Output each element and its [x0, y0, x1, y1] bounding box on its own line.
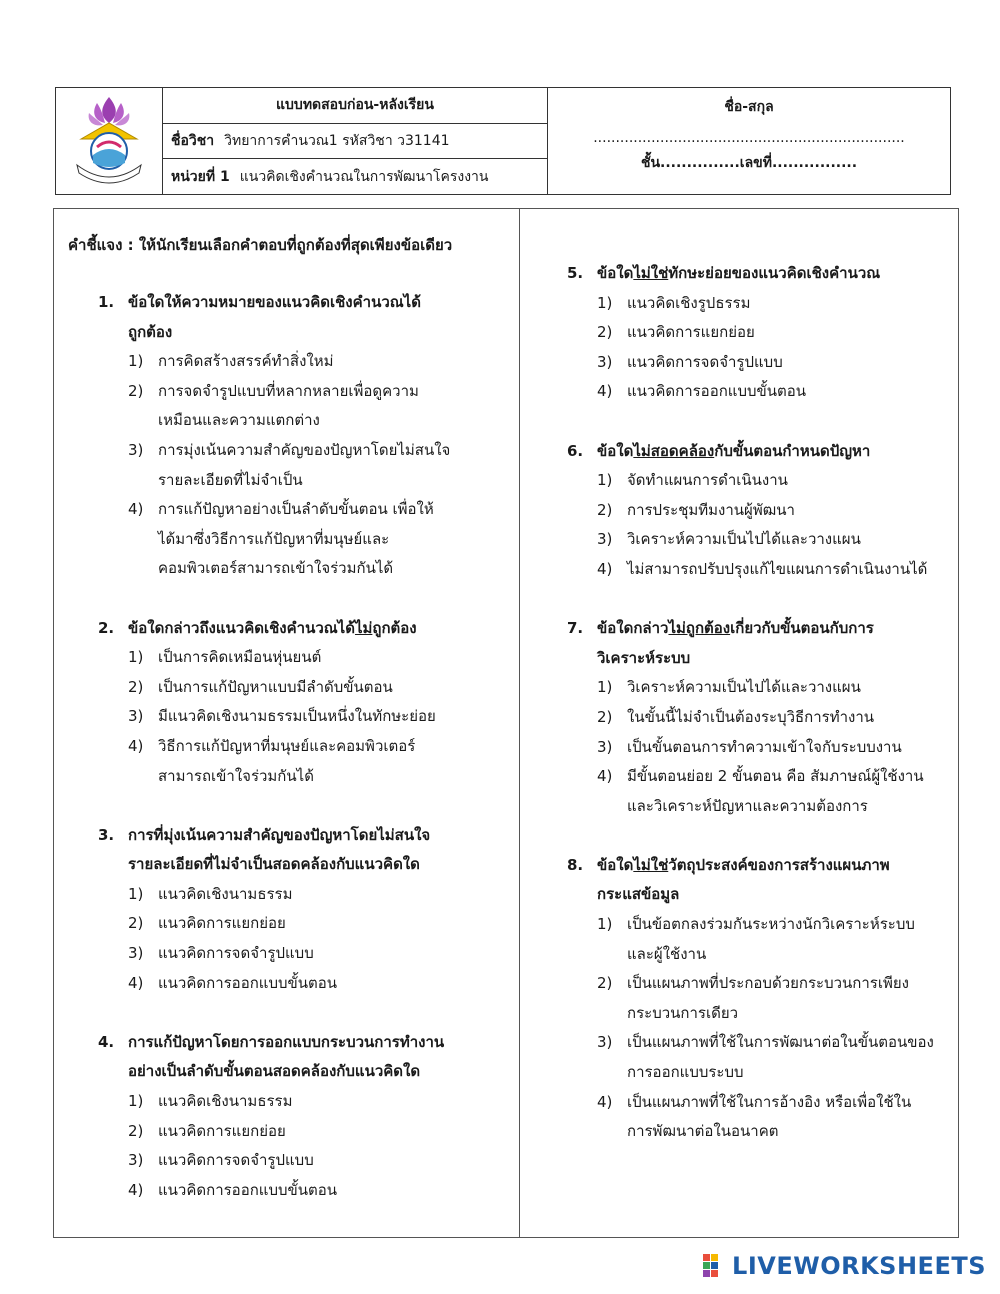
option-line: การออกแบบระบบ — [627, 1063, 744, 1082]
option-line: เหมือนและความแตกต่าง — [158, 411, 320, 430]
option-list — [597, 673, 957, 821]
question-number: 8. — [567, 855, 584, 874]
question-text-part: ข้อใดกล่าว — [597, 619, 669, 638]
option-line: แนวคิดการออกแบบขั้นตอน — [158, 1180, 338, 1199]
option-line: แนวคิดเชิงนามธรรม — [158, 884, 293, 903]
option-line: แนวคิดการแยกย่อย — [627, 323, 755, 342]
option-line: กระบวนการเดียว — [627, 1003, 739, 1022]
name-field[interactable]: ...................................................................... — [593, 130, 905, 146]
question-line: การที่มุ่งเน้นความสำคัญของปัญหาโดยไม่สนใจ — [128, 825, 431, 844]
spacer — [567, 407, 957, 437]
option-number: 3) — [128, 440, 144, 459]
question-5 — [567, 259, 957, 407]
option-text — [627, 348, 783, 378]
subject-label: ชื่อวิชา — [171, 133, 215, 149]
option-text — [627, 466, 788, 496]
question-number: 5. — [567, 264, 584, 282]
question-number: 6. — [567, 441, 584, 460]
option-text — [627, 762, 924, 821]
question-line — [597, 851, 890, 881]
unit-value: แนวคิดเชิงคำนวณในการพัฒนาโครงงาน — [239, 168, 489, 185]
option-line: แนวคิดเชิงนามธรรม — [158, 1092, 293, 1111]
question-text-part: ข้อใด — [597, 855, 634, 874]
answer-option[interactable] — [128, 347, 508, 377]
question-title — [98, 288, 508, 347]
option-number: 2) — [597, 500, 613, 519]
option-text — [627, 318, 755, 348]
option-number: 1) — [128, 352, 144, 371]
question-line: กระแสข้อมูล — [597, 885, 680, 904]
option-line: รายละเอียดที่ไม่จำเป็น — [158, 470, 303, 489]
question-text-part: กับขั้นตอนกำหนดปัญหา — [714, 441, 871, 460]
question-emphasis: ไม่ถูกต้อง — [668, 619, 731, 638]
answer-option[interactable] — [597, 1088, 957, 1147]
question-text-part: ข้อใด — [597, 441, 634, 460]
option-line: การพัฒนาต่อในอนาคต — [627, 1122, 779, 1141]
question-text — [597, 851, 890, 910]
option-text — [158, 495, 434, 584]
answer-option[interactable] — [128, 673, 508, 703]
option-number: 2) — [597, 707, 613, 726]
option-line: แนวคิดการจดจำรูปแบบ — [158, 944, 314, 963]
answer-option[interactable] — [128, 643, 508, 673]
option-line: แนวคิดการจดจำรูปแบบ — [627, 352, 783, 371]
header-middle — [163, 88, 548, 194]
question-text — [597, 437, 870, 467]
test-title: แบบทดสอบก่อน-หลังเรียน — [276, 97, 434, 114]
option-number: 3) — [597, 530, 613, 549]
question-title — [567, 437, 957, 467]
option-list — [128, 880, 508, 998]
header-table — [55, 87, 951, 195]
answer-option[interactable] — [128, 880, 508, 910]
option-number: 3) — [128, 707, 144, 726]
question-number: 2. — [98, 618, 115, 637]
question-7 — [567, 614, 957, 821]
option-text — [158, 969, 337, 999]
option-list — [597, 466, 957, 584]
option-line: ในขั้นนี้ไม่จำเป็นต้องระบุวิธีการทำงาน — [627, 707, 875, 726]
option-line: แนวคิดการแยกย่อย — [158, 914, 286, 933]
option-text — [158, 673, 393, 703]
answer-option[interactable] — [128, 1117, 508, 1147]
option-text — [627, 1028, 934, 1087]
unit-row — [163, 158, 547, 194]
option-list — [128, 1087, 508, 1205]
option-line: สามารถเข้าใจร่วมกันได้ — [158, 766, 314, 785]
answer-option[interactable] — [597, 555, 957, 585]
question-1 — [98, 288, 508, 584]
answer-option[interactable] — [128, 939, 508, 969]
question-text-part: ทักษะย่อยของแนวคิดเชิงคำนวณ — [668, 264, 881, 282]
option-number: 3) — [597, 737, 613, 756]
answer-option[interactable] — [128, 732, 508, 791]
answer-option[interactable] — [128, 1087, 508, 1117]
question-line: ถูกต้อง — [128, 322, 173, 341]
option-line: ได้มาซึ่งวิธีการแก้ปัญหาที่มนุษย์และ — [158, 529, 390, 548]
class-field[interactable]: ชั้น...............เลขที่................ — [640, 155, 858, 171]
option-text — [158, 1146, 314, 1176]
question-text — [597, 614, 874, 673]
option-list — [597, 910, 957, 1147]
question-title — [567, 614, 957, 673]
question-emphasis: ไม่ใช่ — [633, 855, 669, 874]
name-label: ชื่อ-สกุล — [724, 99, 774, 115]
subject-value: วิทยาการคำนวณ1 รหัสวิชา ว31141 — [224, 133, 450, 149]
answer-option[interactable] — [128, 377, 508, 436]
answer-option[interactable] — [597, 377, 957, 407]
option-text — [158, 377, 419, 436]
option-line: การมุ่งเน้นความสำคัญของปัญหาโดยไม่สนใจ — [158, 440, 451, 459]
option-text — [158, 436, 450, 495]
subject-row — [163, 123, 547, 159]
option-number: 4) — [128, 973, 144, 992]
option-text — [158, 702, 436, 732]
question-6 — [567, 437, 957, 585]
question-line: วิเคราะห์ระบบ — [597, 648, 691, 667]
question-text — [128, 288, 421, 347]
question-emphasis: ไม่สอดคล้อง — [633, 441, 715, 460]
question-line — [128, 614, 417, 644]
option-text — [158, 1087, 292, 1117]
option-line: เป็นแผนภาพที่ใช้ในการอ้างอิง หรือเพื่อใช้ใน — [627, 1092, 912, 1111]
answer-option[interactable] — [597, 466, 957, 496]
spacer — [567, 821, 957, 851]
option-line: แนวคิดเชิงรูปธรรม — [627, 293, 751, 312]
option-text — [627, 703, 874, 733]
option-list — [128, 643, 508, 791]
option-line: วิเคราะห์ความเป็นไปได้และวางแผน — [627, 530, 861, 549]
option-number: 3) — [128, 944, 144, 963]
option-line: แนวคิดการแยกย่อย — [158, 1121, 286, 1140]
question-line: การแก้ปัญหาโดยการออกแบบกระบวนการทำงาน — [128, 1032, 445, 1051]
question-line: ข้อใดให้ความหมายของแนวคิดเชิงคำนวณได้ — [128, 293, 421, 311]
option-text — [627, 289, 751, 319]
question-text-part: วัตถุประสงค์ของการสร้างแผนภาพ — [668, 855, 890, 874]
answer-option[interactable] — [128, 909, 508, 939]
option-number: 4) — [128, 736, 144, 755]
option-line: วิเคราะห์ความเป็นไปได้และวางแผน — [627, 678, 861, 697]
option-text — [627, 1088, 911, 1147]
question-line — [597, 437, 870, 467]
option-line: เป็นการแก้ปัญหาแบบมีลำดับขั้นตอน — [158, 677, 393, 696]
option-text — [627, 673, 861, 703]
option-text — [158, 643, 321, 673]
option-line: การประชุมทีมงานผู้พัฒนา — [627, 500, 795, 519]
question-text — [128, 614, 417, 644]
option-number: 2) — [128, 381, 144, 400]
question-title — [98, 614, 508, 644]
answer-option[interactable] — [597, 673, 957, 703]
option-number: 1) — [597, 293, 613, 312]
option-list — [128, 347, 508, 584]
option-number: 4) — [128, 500, 144, 519]
brand-logo — [702, 1252, 986, 1280]
question-title — [98, 1028, 508, 1087]
option-text — [158, 347, 334, 377]
question-text — [597, 259, 880, 289]
option-text — [627, 910, 915, 969]
spacer — [98, 584, 508, 614]
question-number: 1. — [98, 293, 115, 311]
question-text-part: ข้อใด — [597, 264, 634, 282]
option-number: 2) — [128, 1121, 144, 1140]
school-emblem-icon — [61, 93, 157, 189]
question-number: 7. — [567, 619, 584, 638]
question-8 — [567, 851, 957, 1147]
brand-text: LIVEWORKSHEETS — [732, 1252, 986, 1280]
option-number: 3) — [597, 1033, 613, 1052]
right-column — [567, 259, 957, 1147]
question-text-part: ข้อใดกล่าวถึงแนวคิดเชิงคำนวณได้ — [128, 618, 355, 637]
question-text-part: เกี่ยวกับขั้นตอนกับการ — [730, 619, 874, 638]
spacer — [98, 791, 508, 821]
option-text — [627, 525, 861, 555]
option-line: จัดทำแผนการดำเนินงาน — [627, 471, 788, 490]
question-line: รายละเอียดที่ไม่จำเป็นสอดคล้องกับแนวคิดใด — [128, 855, 420, 874]
question-emphasis: ไม่ — [354, 618, 373, 637]
left-column — [98, 288, 508, 1205]
option-number: 4) — [597, 559, 613, 578]
question-3 — [98, 821, 508, 999]
option-number: 2) — [128, 914, 144, 933]
question-text — [128, 821, 430, 880]
answer-option[interactable] — [128, 436, 508, 495]
option-line: การคิดสร้างสรรค์ทำสิ่งใหม่ — [158, 352, 334, 371]
option-text — [627, 496, 795, 526]
option-line: ไม่สามารถปรับปรุงแก้ไขแผนการดำเนินงานได้ — [627, 559, 928, 578]
option-line: เป็นแผนภาพที่ใช้ในการพัฒนาต่อในขั้นตอนของ — [627, 1033, 934, 1052]
option-number: 4) — [597, 1092, 613, 1111]
option-line: แนวคิดการออกแบบขั้นตอน — [627, 382, 807, 401]
option-line: และผู้ใช้งาน — [627, 944, 707, 963]
option-text — [627, 377, 806, 407]
option-line: แนวคิดการออกแบบขั้นตอน — [158, 973, 338, 992]
option-text — [158, 939, 314, 969]
question-text — [128, 1028, 444, 1087]
option-number: 4) — [128, 1180, 144, 1199]
answer-option[interactable] — [128, 969, 508, 999]
option-number: 3) — [128, 1151, 144, 1170]
option-number: 1) — [128, 884, 144, 903]
question-line: อย่างเป็นลำดับขั้นตอนสอดคล้องกับแนวคิดใด — [128, 1062, 421, 1081]
option-number: 1) — [128, 1092, 144, 1111]
option-line: คอมพิวเตอร์สามารถเข้าใจร่วมกันได้ — [158, 559, 394, 578]
option-text — [627, 969, 909, 1028]
option-line: เป็นขั้นตอนการทำความเข้าใจกับระบบงาน — [627, 737, 902, 756]
question-line — [597, 259, 880, 289]
option-text — [158, 880, 292, 910]
unit-label: หน่วยที่ 1 — [171, 168, 230, 185]
question-number: 3. — [98, 825, 115, 844]
option-number: 1) — [597, 678, 613, 697]
answer-option[interactable] — [597, 733, 957, 763]
option-text — [158, 1117, 286, 1147]
question-2 — [98, 614, 508, 792]
column-divider — [519, 208, 520, 1238]
option-line: เป็นการคิดเหมือนหุ่นยนต์ — [158, 648, 322, 667]
answer-option[interactable] — [128, 1176, 508, 1206]
question-title — [567, 259, 957, 289]
option-list — [597, 289, 957, 407]
spacer — [567, 585, 957, 615]
option-line: มีขั้นตอนย่อย 2 ขั้นตอน คือ สัมภาษณ์ผู้ใช้งาน — [627, 767, 924, 786]
school-logo — [56, 88, 163, 194]
option-number: 2) — [597, 323, 613, 342]
answer-option[interactable] — [128, 495, 508, 584]
option-line: การจดจำรูปแบบที่หลากหลายเพื่อดูความ — [158, 381, 419, 400]
option-number: 3) — [597, 352, 613, 371]
option-line: การแก้ปัญหาอย่างเป็นลำดับขั้นตอน เพื่อให้ — [158, 500, 434, 519]
option-number: 4) — [597, 382, 613, 401]
option-text — [158, 732, 415, 791]
question-line — [597, 614, 874, 644]
answer-option[interactable] — [597, 525, 957, 555]
question-title — [98, 821, 508, 880]
answer-option[interactable] — [597, 969, 957, 1028]
option-text — [627, 555, 927, 585]
option-number: 2) — [128, 677, 144, 696]
option-line: เป็นข้อตกลงร่วมกันระหว่างนักวิเคราะห์ระบบ — [627, 915, 915, 934]
answer-option[interactable] — [597, 289, 957, 319]
student-info — [548, 88, 950, 194]
answer-option[interactable] — [597, 496, 957, 526]
liveworksheets-icon — [702, 1253, 728, 1279]
question-title — [567, 851, 957, 910]
instruction: คำชี้แจง : ให้นักเรียนเลือกคำตอบที่ถูกต้องที่สุดเพียงข้อเดียว — [68, 236, 453, 254]
answer-option[interactable] — [597, 1028, 957, 1087]
option-line: วิธีการแก้ปัญหาที่มนุษย์และคอมพิวเตอร์ — [158, 736, 416, 755]
option-line: และวิเคราะห์ปัญหาและความต้องการ — [627, 796, 868, 815]
option-number: 1) — [128, 648, 144, 667]
answer-option[interactable] — [128, 1146, 508, 1176]
question-text-part: ถูกต้อง — [372, 618, 417, 637]
option-text — [158, 909, 286, 939]
option-text — [627, 733, 902, 763]
option-line: มีแนวคิดเชิงนามธรรมเป็นหนึ่งในทักษะย่อย — [158, 707, 436, 726]
question-number: 4. — [98, 1032, 115, 1051]
option-number: 1) — [597, 471, 613, 490]
question-emphasis: ไม่ใช่ — [633, 264, 669, 282]
answer-option[interactable] — [597, 703, 957, 733]
option-number: 4) — [597, 767, 613, 786]
question-4 — [98, 1028, 508, 1206]
option-text — [158, 1176, 337, 1206]
option-line: แนวคิดการจดจำรูปแบบ — [158, 1151, 314, 1170]
answer-option[interactable] — [597, 910, 957, 969]
spacer — [98, 998, 508, 1028]
answer-option[interactable] — [128, 702, 508, 732]
answer-option[interactable] — [597, 762, 957, 821]
option-line: เป็นแผนภาพที่ประกอบด้วยกระบวนการเพียง — [627, 974, 909, 993]
option-number: 2) — [597, 974, 613, 993]
answer-option[interactable] — [597, 318, 957, 348]
answer-option[interactable] — [597, 348, 957, 378]
option-number: 1) — [597, 915, 613, 934]
